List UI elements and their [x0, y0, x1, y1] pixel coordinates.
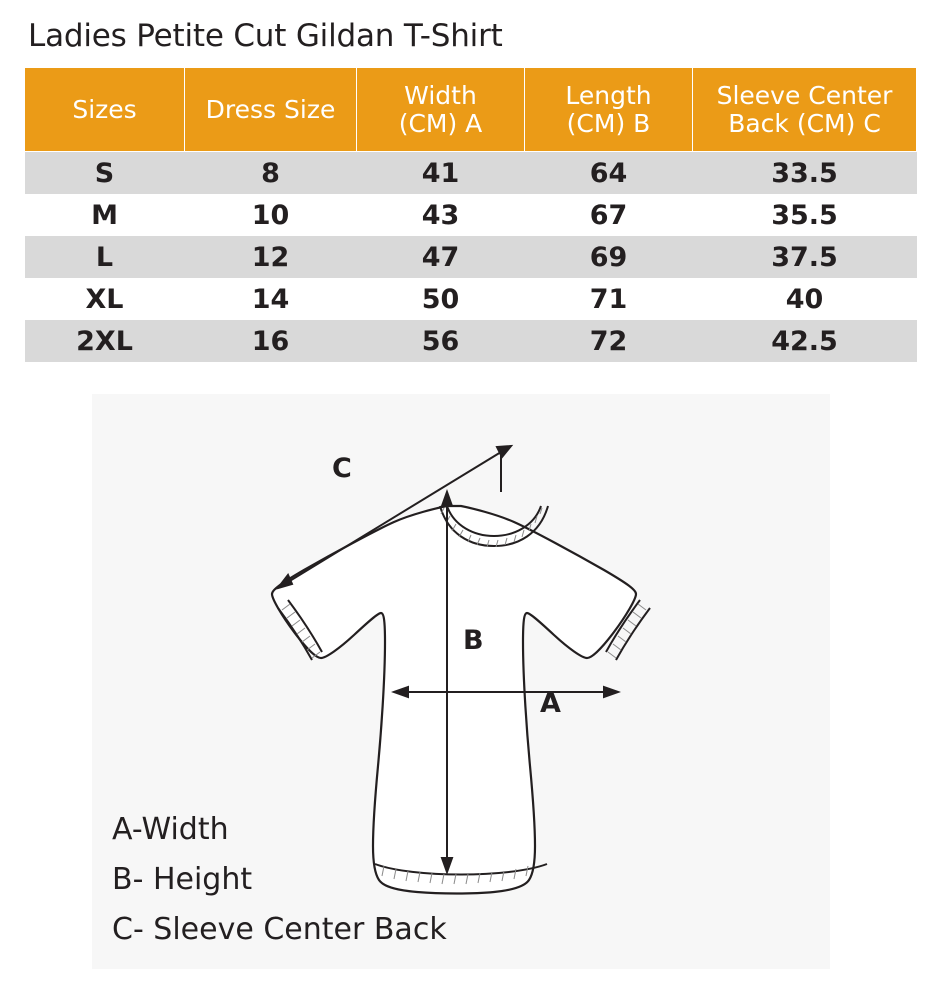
- table-row: [25, 236, 917, 278]
- label-b: B: [463, 625, 484, 656]
- table-header-row: [25, 68, 917, 152]
- table-row: [25, 152, 917, 195]
- cell-size: S: [25, 152, 185, 195]
- cell-dress-size: 8: [185, 152, 357, 195]
- column-header-length-line1: Length: [565, 80, 652, 110]
- cell-sleeve: 40: [693, 278, 917, 320]
- legend-item-c: C- Sleeve Center Back: [112, 912, 447, 947]
- column-header-sleeve-line1: Sleeve Center: [716, 80, 893, 110]
- table-row: [25, 194, 917, 236]
- cell-length: 64: [525, 152, 693, 195]
- cell-width: 43: [357, 194, 525, 236]
- cell-sleeve: 42.5: [693, 320, 917, 362]
- cell-width: 50: [357, 278, 525, 320]
- cell-width: 41: [357, 152, 525, 195]
- size-table: [24, 67, 917, 362]
- legend-item-a: A-Width: [112, 812, 229, 847]
- cell-length: 71: [525, 278, 693, 320]
- legend: [112, 805, 447, 955]
- page-title: Ladies Petite Cut Gildan T-Shirt: [28, 18, 503, 54]
- column-header-sleeve: [693, 68, 917, 152]
- cell-sleeve: 37.5: [693, 236, 917, 278]
- label-c: C: [332, 453, 352, 484]
- cell-size: XL: [25, 278, 185, 320]
- cell-length: 72: [525, 320, 693, 362]
- cell-sleeve: 35.5: [693, 194, 917, 236]
- table-row: [25, 320, 917, 362]
- cell-length: 69: [525, 236, 693, 278]
- column-header-dress-size: [185, 68, 357, 152]
- column-header-width-line2: (CM) A: [398, 108, 483, 138]
- column-header-sizes-line1: Sizes: [72, 94, 137, 124]
- column-header-sleeve-line2: Back (CM) C: [728, 108, 881, 138]
- column-header-length-line2: (CM) B: [566, 108, 651, 138]
- legend-item-b: B- Height: [112, 862, 253, 897]
- column-header-width-line1: Width: [404, 80, 477, 110]
- cell-width: 56: [357, 320, 525, 362]
- column-header-length: [525, 68, 693, 152]
- label-a: A: [540, 688, 561, 719]
- table-row: [25, 278, 917, 320]
- cell-dress-size: 14: [185, 278, 357, 320]
- cell-sleeve: 33.5: [693, 152, 917, 195]
- cell-length: 67: [525, 194, 693, 236]
- cell-size: M: [25, 194, 185, 236]
- cell-dress-size: 16: [185, 320, 357, 362]
- column-header-dress-size-line1: Dress Size: [205, 94, 336, 124]
- cell-width: 47: [357, 236, 525, 278]
- cell-size: L: [25, 236, 185, 278]
- column-header-width: [357, 68, 525, 152]
- cell-dress-size: 12: [185, 236, 357, 278]
- cell-dress-size: 10: [185, 194, 357, 236]
- cell-size: 2XL: [25, 320, 185, 362]
- column-header-sizes: [25, 68, 185, 152]
